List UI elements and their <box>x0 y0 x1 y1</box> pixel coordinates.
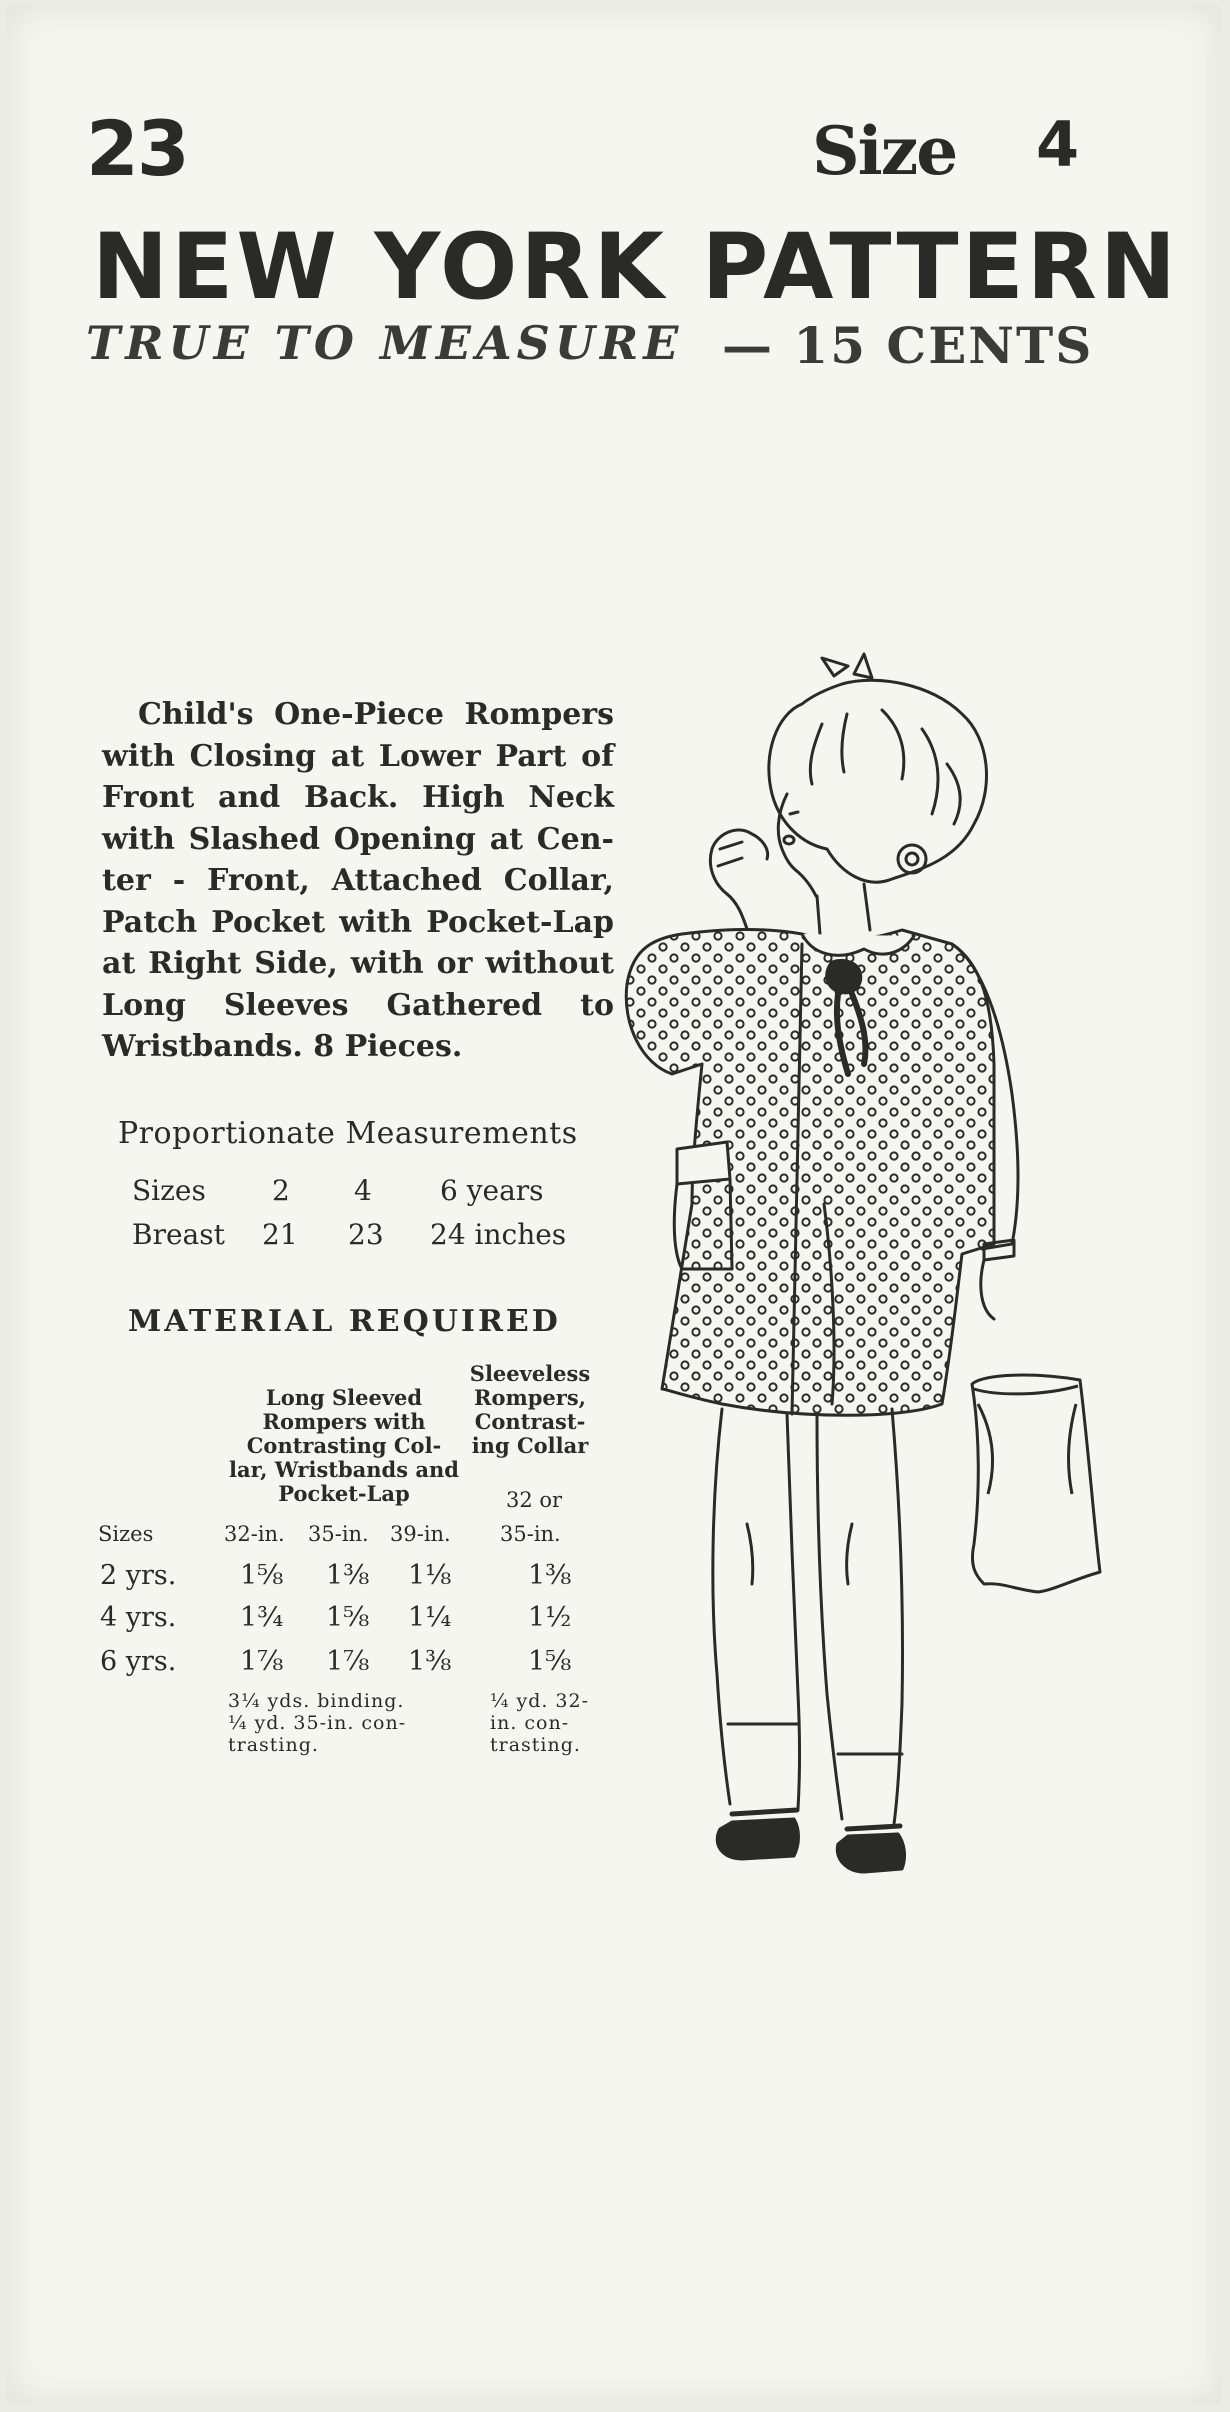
width-39in: 39-in. <box>390 1522 451 1546</box>
row-value: 1⅞ <box>326 1646 370 1677</box>
note-line: ¼ yd. 32- <box>490 1690 590 1712</box>
pattern-title: NEW YORK PATTERN <box>92 215 1179 320</box>
description-line: Patch Pocket with Pocket-Lap <box>102 904 614 940</box>
row-value: 1⅝ <box>528 1646 572 1677</box>
breast-24-inches: 24 inches <box>430 1218 567 1251</box>
note-line: ¼ yd. 35-in. con- <box>228 1712 407 1734</box>
pattern-description <box>102 694 614 1068</box>
row-value: 1¾ <box>240 1602 284 1633</box>
breast-label: Breast <box>132 1218 225 1251</box>
row-size: 6 yrs. <box>100 1646 177 1677</box>
col2-width-top: 32 or <box>506 1488 563 1512</box>
row-value: 1¼ <box>408 1602 452 1633</box>
note-sleeveless <box>490 1690 610 1756</box>
row-value: 1⅜ <box>408 1646 452 1677</box>
description-line: at Right Side, with or without <box>102 946 614 981</box>
material-sizes-label: Sizes <box>98 1522 154 1546</box>
width-35in: 35-in. <box>308 1522 369 1546</box>
description-line: Wristbands. 8 Pieces. <box>102 1029 463 1064</box>
row-value: 1⅜ <box>528 1560 572 1591</box>
measurements-heading: Proportionate Measurements <box>118 1116 578 1151</box>
row-size: 4 yrs. <box>100 1602 177 1633</box>
breast-21: 21 <box>262 1218 298 1251</box>
description-line: Long Sleeves Gathered to <box>102 987 614 1023</box>
width-32in: 32-in. <box>224 1522 285 1546</box>
pattern-envelope <box>6 4 1222 2404</box>
note-line: in. con- <box>490 1712 570 1734</box>
description-line: with Slashed Opening at Cen- <box>102 821 614 857</box>
note-long-sleeved <box>228 1690 458 1756</box>
width-35in-sleeveless: 35-in. <box>500 1522 561 1546</box>
description-line: with Closing at Lower Part of <box>102 738 614 774</box>
subtitle-true-to-measure: TRUE TO MEASURE <box>86 316 684 370</box>
row-value: 1⅝ <box>240 1560 284 1591</box>
row-value: 1⅜ <box>326 1560 370 1591</box>
material-heading: MATERIAL REQUIRED <box>128 1304 561 1339</box>
note-line: 3¼ yds. binding. <box>228 1690 405 1712</box>
size-4: 4 <box>354 1174 372 1207</box>
size-6-years: 6 years <box>440 1174 544 1207</box>
sizes-label: Sizes <box>132 1174 206 1207</box>
row-value: 1⅞ <box>240 1646 284 1677</box>
note-line: trasting. <box>228 1734 319 1756</box>
size-2: 2 <box>272 1174 290 1207</box>
size-label: Size <box>812 112 957 190</box>
pattern-number: 23 <box>86 104 188 193</box>
row-value: 1½ <box>528 1602 572 1633</box>
description-line: Child's One-Piece Rompers <box>138 697 614 732</box>
subtitle-price: — 15 CENTS <box>722 316 1094 375</box>
row-value: 1⅝ <box>326 1602 370 1633</box>
child-rompers-illustration <box>602 644 1162 1874</box>
breast-23: 23 <box>348 1218 384 1251</box>
sleeveless-view-drawing <box>972 1375 1100 1592</box>
row-size: 2 yrs. <box>100 1560 177 1591</box>
long-sleeved-column-heading: Long Sleeved Rompers with Contrasting Col- lar, Wristbands and Pocket-Lap <box>229 1385 459 1506</box>
description-line: ter - Front, Attached Collar, <box>102 863 614 898</box>
row-value: 1⅛ <box>408 1560 452 1591</box>
description-line: Front and Back. High Neck <box>102 780 614 815</box>
sleeveless-column-heading: Sleeveless Rompers, Contrast- ing Collar <box>469 1361 591 1458</box>
note-line: trasting. <box>490 1734 581 1756</box>
size-value: 4 <box>1036 108 1080 181</box>
